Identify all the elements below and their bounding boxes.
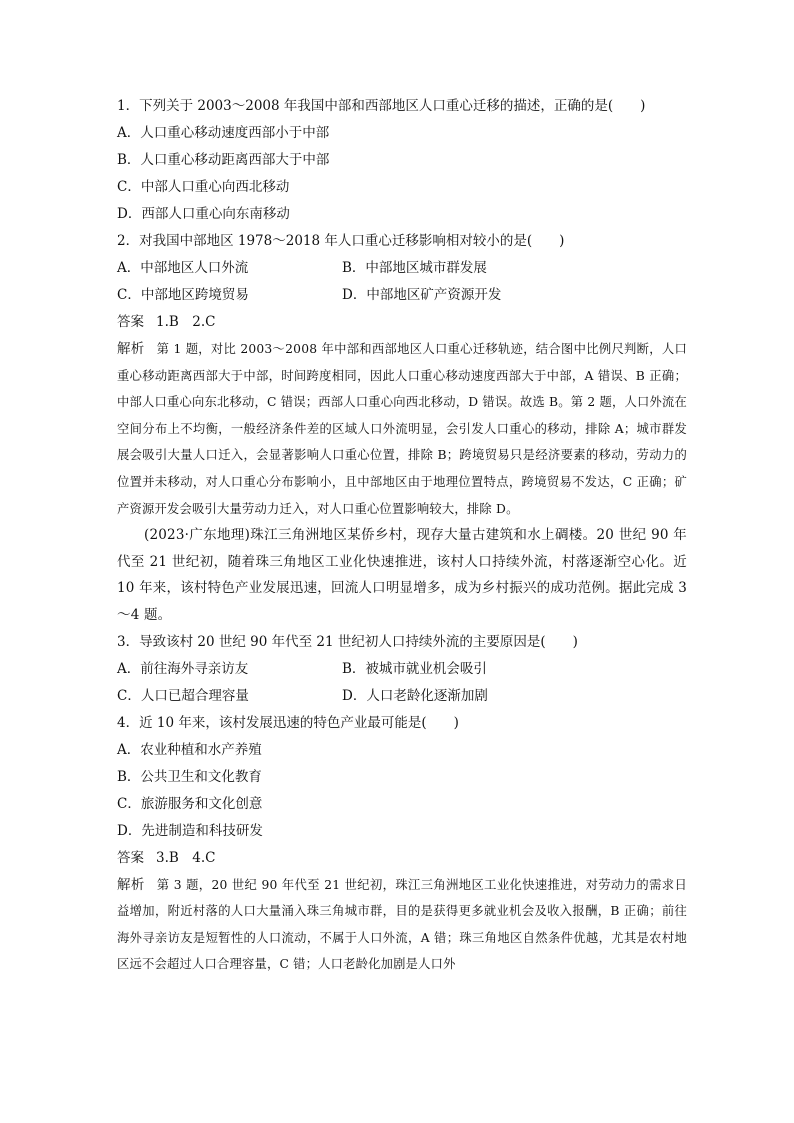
answer-text: 3.B 4.C: [156, 849, 216, 866]
q4-option-c: C．旅游服务和文化创意: [117, 795, 263, 812]
q2-option-d: D．中部地区矿产资源开发: [342, 287, 502, 303]
q3-options-row-1: [117, 656, 687, 683]
q2-option-a: A．中部地区人口外流: [117, 260, 249, 276]
answer-text: 1.B 2.C: [156, 314, 216, 330]
question-1-stem: 1．下列关于 2003～2008 年我国中部和西部地区人口重心迁移的描述，正确的是( ): [117, 98, 646, 114]
q1-option-d: D．西部人口重心向东南移动: [117, 206, 290, 222]
q2-options-row-1: [117, 255, 687, 282]
answer-label: 答案: [117, 849, 144, 866]
answer-label: 答案: [117, 314, 144, 330]
answer-block-1: [117, 309, 687, 336]
analysis-block-1: [117, 336, 687, 522]
q3-option-a: A．前往海外寻亲访友: [117, 660, 249, 677]
reading-passage: (2023·广东地理)珠江三角洲地区某侨乡村，现存大量古建筑和水上碉楼。20 世纪 90 年代至 21 世纪初，随着珠三角地区工业化快速推进，该村人口持续外流，村落逐渐空心化。近 10 年来，该村特色产业发展迅速，回流人口明显增多，成为乡村振兴的成功范例。据此完成 3～4 题。: [117, 527, 687, 623]
q1-option-a: A．人口重心移动速度西部小于中部: [117, 125, 330, 141]
q2-option-c: C．中部地区跨境贸易: [117, 287, 249, 303]
q1-option-b: B．人口重心移动距离西部大于中部: [117, 152, 330, 168]
question-3-stem: 3．导致该村 20 世纪 90 年代至 21 世纪初人口持续外流的主要原因是( ): [117, 633, 578, 650]
q2-options-row-2: [117, 282, 687, 309]
q4-option-b: B．公共卫生和文化教育: [117, 768, 262, 785]
analysis-text: 第 1 题，对比 2003～2008 年中部和西部地区人口重心迁移轨迹，结合图中比例尺判断，人口重心移动距离西部大于中部，时间跨度相同，因此人口重心移动速度西部大于中部，A 错误、B 正确；中部人口重心向东北移动，C 错误；西部人口重心向西北移动，D 错误。故选 B。第 2 题，人口外流在空间分布上不均衡，一般经济条件差的区域人口外流明显，会引发人口重心的移动，排除 A；城市群发展会吸引大量人口迁入，会显著影响人口重心位置，排除 B；跨境贸易只是经济要素的移动，劳动力的位置并未移动，对人口重心分布影响小，且中部地区由于地理位置特点，跨境贸易不发达，C 正确；矿产资源开发会吸引大量劳动力迁入，对人口重心位置影响较大，排除 D。: [117, 342, 687, 516]
question-4-stem: 4．近 10 年来，该村发展迅速的特色产业最可能是( ): [117, 714, 459, 731]
analysis-label: 解析: [117, 341, 145, 357]
q4-option-a: A．农业种植和水产养殖: [117, 741, 262, 758]
analysis-block-2: [117, 872, 687, 978]
analysis-label: 解析: [117, 876, 145, 893]
page-content: [117, 93, 687, 978]
q3-option-b: B．被城市就业机会吸引: [342, 660, 487, 677]
q1-option-c: C．中部人口重心向西北移动: [117, 179, 290, 195]
analysis-text: 第 3 题，20 世纪 90 年代至 21 世纪初，珠江三角洲地区工业化快速推进，对劳动力的需求日益增加，附近村落的人口大量涌入珠三角城市群，目的是获得更多就业机会及收入报酬，B 正确；前往海外寻亲访友是短暂性的人口流动，不属于人口外流，A 错；珠三角地区自然条件优越，尤其是农村地区远不会超过人口合理容量，C 错；人口老龄化加剧是人口外: [117, 877, 687, 972]
q4-option-d: D．先进制造和科技研发: [117, 822, 263, 839]
q2-option-b: B．中部地区城市群发展: [342, 260, 487, 276]
question-2-stem: 2．对我国中部地区 1978～2018 年人口重心迁移影响相对较小的是( ): [117, 233, 565, 249]
q3-options-row-2: [117, 683, 687, 710]
answer-block-2: [117, 845, 687, 872]
q3-option-d: D．人口老龄化逐渐加剧: [342, 687, 488, 704]
q3-option-c: C．人口已超合理容量: [117, 687, 249, 704]
